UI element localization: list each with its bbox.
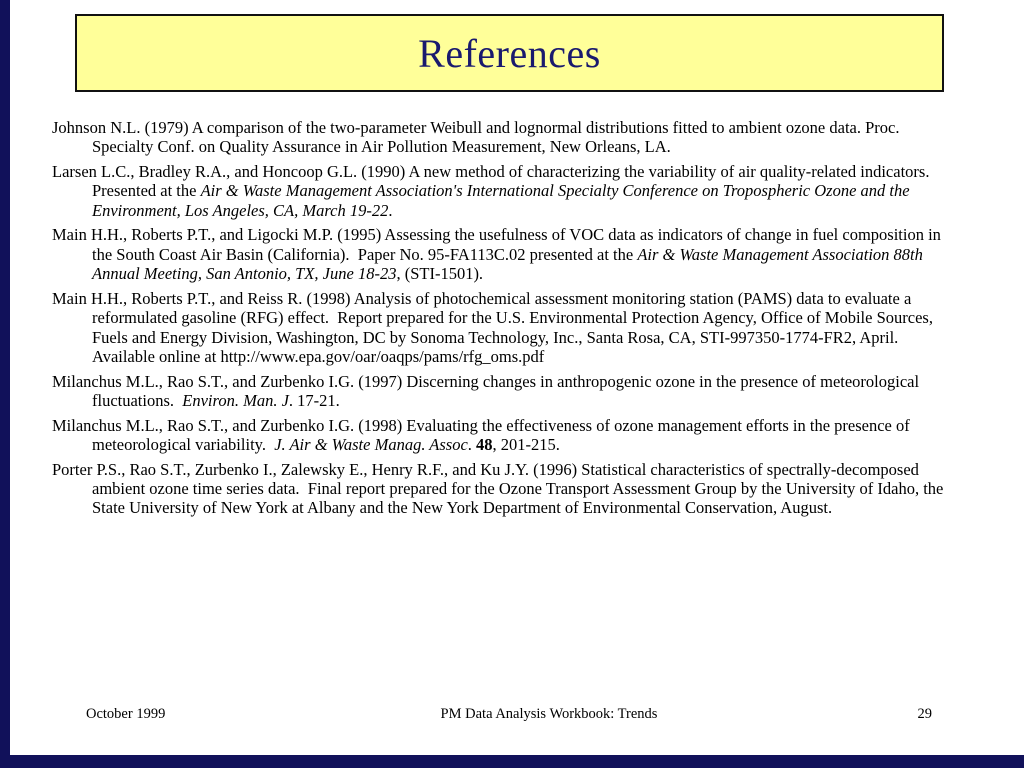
reference-text-segment: Larsen L.C., Bradley R.A., and Honcoop G.L. (1990) A new method of characterizing the variability of air quality-related indicators. Presented at the (52, 161, 938, 201)
slide-footer (86, 706, 932, 723)
reference-text-segment: Main H.H., Roberts P.T., and Ligocki M.P. (1995) Assessing the usefulness of VOC data as indicators of change in fuel composition in the South Coast Air Basin (California). Paper No. 95-FA113C.02 presented at the (52, 225, 946, 264)
footer-page-number: 29 (917, 706, 932, 722)
slide (10, 0, 1024, 755)
reference-text-segment: Johnson N.L. (1979) A comparison of the two-parameter Weibull and lognormal distributions fitted to ambient ozone data. Proc. Specialty Conf. on Quality Assurance in Air Pollution Measurement, New Orleans, LA. (52, 118, 904, 157)
reference-text-segment: Main H.H., Roberts P.T., and Reiss R. (1998) Analysis of photochemical assessment monitoring station (PAMS) data to evaluate a reformulated gasoline (RFG) effect. Report prepared for the U.S. Environmental Protection Agency, Office of Mobile Sources, Fuels and Energy Division, Washington, DC by Sonoma Technology, Inc., Santa Rosa, CA, STI-997350-1774-FR2, April. Available online at http://www.epa.gov/oar/oaqps/pams/rfg_oms.pdf (52, 288, 938, 367)
reference-text-segment: , 201-215. (492, 435, 560, 455)
reference-text-segment: J. Air & Waste Manag. Assoc (274, 435, 468, 455)
reference-text-segment: . (467, 435, 477, 455)
reference-item (52, 416, 958, 455)
title-box (75, 14, 944, 92)
reference-text-segment: 48 (476, 435, 493, 455)
reference-item (52, 118, 958, 157)
references-list (52, 118, 958, 523)
reference-item (52, 225, 958, 283)
slide-title: References (418, 30, 601, 76)
reference-text-segment: . (388, 200, 393, 220)
reference-text-segment: Environ. Man. J (182, 391, 289, 411)
reference-item (52, 289, 958, 367)
reference-text-segment: Porter P.S., Rao S.T., Zurbenko I., Zalewsky E., Henry R.F., and Ku J.Y. (1996) Statistical characteristics of spectrally-decomposed ambient ozone time series data. Final report prepared for the Ozone Transport Assessment Group by the University of Idaho, the State University of New York at Albany and the New York Department of Environmental Conservation, August. (52, 459, 948, 518)
footer-date: October 1999 (86, 706, 166, 722)
reference-text-segment: Air & Waste Management Association 88th Annual Meeting, San Antonio, TX, June 18-23 (92, 244, 927, 284)
reference-item (52, 460, 958, 518)
reference-item (52, 372, 958, 411)
reference-text-segment: . 17-21. (288, 391, 340, 411)
footer-title: PM Data Analysis Workbook: Trends (440, 706, 658, 722)
reference-item (52, 162, 958, 220)
reference-text-segment: Air & Waste Management Association's International Specialty Conference on Tropospheric Ozone and the Environment, Los Angeles, CA, March 19-22 (92, 181, 914, 220)
reference-text-segment: Milanchus M.L., Rao S.T., and Zurbenko I.G. (1997) Discerning changes in anthropogenic ozone in the presence of meteorological fluctuations. (52, 371, 924, 411)
reference-text-segment: Milanchus M.L., Rao S.T., and Zurbenko I.G. (1998) Evaluating the effectiveness of ozone management efforts in the presence of meteorological variability. (52, 415, 914, 455)
reference-text-segment: , (STI-1501). (396, 264, 484, 284)
